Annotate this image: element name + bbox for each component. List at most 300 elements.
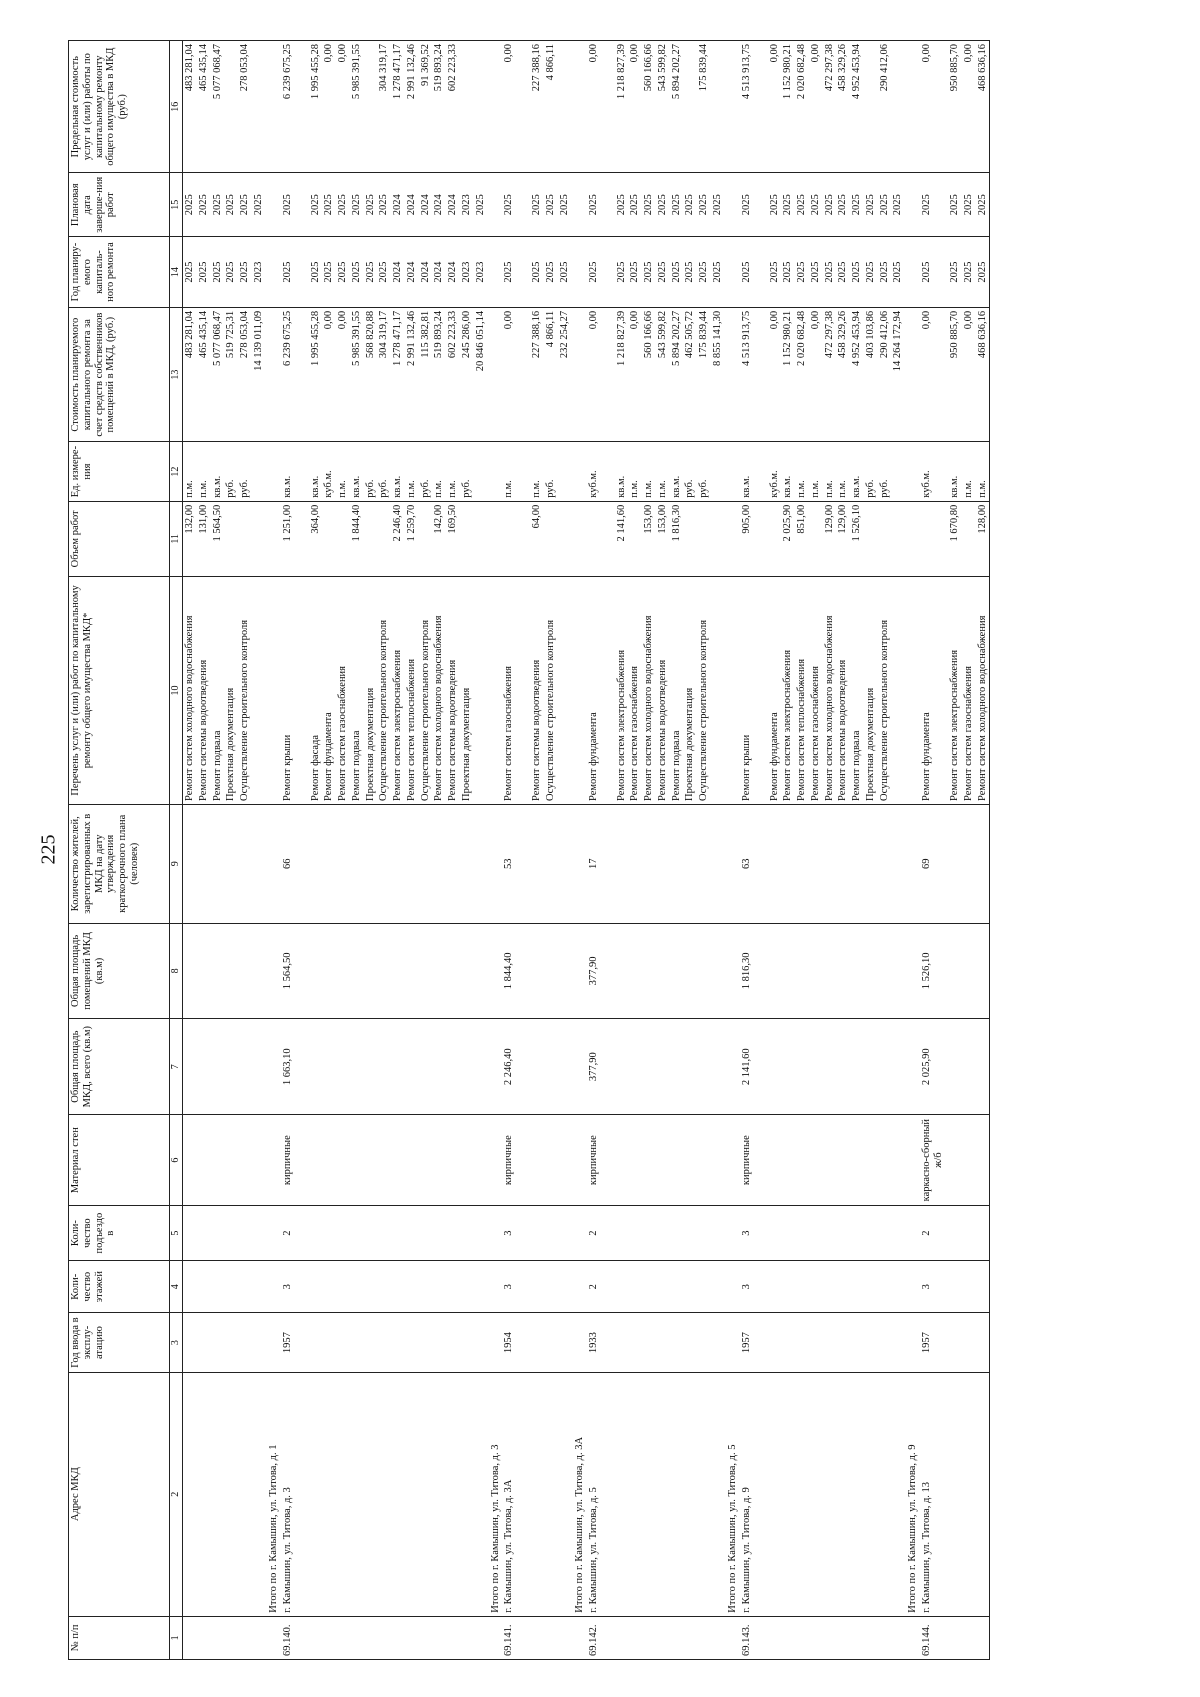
residents xyxy=(336,804,350,923)
residents xyxy=(252,804,281,923)
repair-year: 2023 xyxy=(252,237,281,308)
completion-year: 2025 xyxy=(474,173,503,237)
work-volume xyxy=(558,501,587,576)
table-row xyxy=(976,41,990,1660)
address: г. Камышин, ул. Титова, д. 3А xyxy=(502,1372,530,1616)
wall-material xyxy=(405,1115,419,1206)
address: г. Камышин, ул. Титова, д. 5 xyxy=(587,1372,615,1616)
floors xyxy=(891,1260,920,1312)
row-number xyxy=(962,1616,976,1659)
work-name: Ремонт системы водоотведения xyxy=(446,576,460,804)
premises-area xyxy=(405,923,419,1019)
year-built xyxy=(432,1313,446,1372)
entrances xyxy=(864,1206,878,1261)
entrances xyxy=(238,1206,252,1261)
year-built xyxy=(558,1313,587,1372)
work-name: Ремонт системы водоотведения xyxy=(656,576,670,804)
unit: руб. xyxy=(224,442,238,501)
row-number xyxy=(683,1616,697,1659)
entrances xyxy=(460,1206,474,1261)
max-cost xyxy=(460,41,474,173)
wall-material xyxy=(377,1115,391,1206)
table-row xyxy=(322,41,336,1660)
unit: руб. xyxy=(377,442,391,501)
table-row xyxy=(670,41,684,1660)
floors xyxy=(474,1260,503,1312)
total-row xyxy=(711,41,740,1660)
repair-year: 2025 xyxy=(377,237,391,308)
premises-area xyxy=(642,923,656,1019)
wall-material xyxy=(309,1115,323,1206)
cost: 1 278 471,17 xyxy=(391,307,405,442)
completion-year: 2025 xyxy=(309,173,323,237)
completion-year: 2025 xyxy=(768,173,782,237)
column-number: 7 xyxy=(170,1019,183,1115)
row-number xyxy=(670,1616,684,1659)
table-row xyxy=(836,41,850,1660)
residents xyxy=(350,804,364,923)
work-volume: 364,00 xyxy=(309,501,323,576)
floors xyxy=(405,1260,419,1312)
entrances: 2 xyxy=(587,1206,615,1261)
floors xyxy=(795,1260,809,1312)
total-area xyxy=(309,1019,323,1115)
cost: 0,00 xyxy=(502,307,530,442)
cost: 232 254,27 xyxy=(558,307,587,442)
address: г. Камышин, ул. Титова, д. 13 xyxy=(920,1372,948,1616)
residents: 63 xyxy=(740,804,768,923)
residents xyxy=(322,804,336,923)
max-cost: 4 513 913,75 xyxy=(740,41,768,173)
row-number xyxy=(183,1616,197,1659)
unit: кв.м. xyxy=(670,442,684,501)
completion-year: 2025 xyxy=(976,173,990,237)
floors xyxy=(364,1260,378,1312)
residents xyxy=(628,804,642,923)
floors xyxy=(711,1260,740,1312)
premises-area xyxy=(976,923,990,1019)
work-name: Ремонт фундамента xyxy=(322,576,336,804)
table-row xyxy=(948,41,962,1660)
entrances xyxy=(795,1206,809,1261)
wall-material xyxy=(322,1115,336,1206)
cost: 560 166,66 xyxy=(642,307,656,442)
total-area: 1 663,10 xyxy=(281,1019,309,1115)
column-header: Стоимость планируемого капитального ремонта за счет средств собственников помещений в МКД, (руб.) xyxy=(69,307,170,442)
wall-material xyxy=(962,1115,976,1206)
wall-material xyxy=(823,1115,837,1206)
premises-area xyxy=(211,923,225,1019)
floors xyxy=(211,1260,225,1312)
row-number xyxy=(405,1616,419,1659)
address xyxy=(864,1372,878,1616)
residents xyxy=(711,804,740,923)
entrances xyxy=(697,1206,711,1261)
total-area: 2 141,60 xyxy=(740,1019,768,1115)
column-header: Объем работ xyxy=(69,501,170,576)
table-row xyxy=(864,41,878,1660)
total-area xyxy=(350,1019,364,1115)
completion-year: 2025 xyxy=(878,173,892,237)
year-built: 1954 xyxy=(502,1313,530,1372)
row-number xyxy=(350,1616,364,1659)
cost: 227 388,16 xyxy=(530,307,544,442)
wall-material xyxy=(878,1115,892,1206)
repair-year: 2025 xyxy=(211,237,225,308)
work-volume xyxy=(322,501,336,576)
entrances xyxy=(768,1206,782,1261)
unit: руб. xyxy=(683,442,697,501)
floors: 3 xyxy=(502,1260,530,1312)
floors: 3 xyxy=(281,1260,309,1312)
work-volume: 132,00 xyxy=(183,501,197,576)
residents xyxy=(656,804,670,923)
total-area xyxy=(211,1019,225,1115)
floors xyxy=(656,1260,670,1312)
unit xyxy=(474,442,503,501)
entrances xyxy=(336,1206,350,1261)
cost: 0,00 xyxy=(336,307,350,442)
max-cost: 0,00 xyxy=(768,41,782,173)
entrances xyxy=(670,1206,684,1261)
address xyxy=(460,1372,474,1616)
completion-year: 2025 xyxy=(948,173,962,237)
floors xyxy=(377,1260,391,1312)
total-area xyxy=(628,1019,642,1115)
cost: 175 839,44 xyxy=(697,307,711,442)
floors xyxy=(768,1260,782,1312)
wall-material xyxy=(656,1115,670,1206)
repair-year: 2025 xyxy=(697,237,711,308)
year-built xyxy=(197,1313,211,1372)
wall-material xyxy=(391,1115,405,1206)
wall-material xyxy=(836,1115,850,1206)
residents xyxy=(809,804,823,923)
column-number: 8 xyxy=(170,923,183,1019)
address xyxy=(544,1372,558,1616)
unit: п.м. xyxy=(446,442,460,501)
total-row xyxy=(891,41,920,1660)
year-built xyxy=(615,1313,629,1372)
year-built xyxy=(377,1313,391,1372)
residents xyxy=(850,804,864,923)
address xyxy=(850,1372,864,1616)
wall-material xyxy=(711,1115,740,1206)
unit: кв.м. xyxy=(948,442,962,501)
address xyxy=(183,1372,197,1616)
table-row xyxy=(281,41,309,1660)
work-volume: 64,00 xyxy=(530,501,544,576)
year-built: 1957 xyxy=(920,1313,948,1372)
cost: 8 855 141,30 xyxy=(711,307,740,442)
year-built xyxy=(711,1313,740,1372)
total-area xyxy=(419,1019,433,1115)
year-built xyxy=(962,1313,976,1372)
row-number xyxy=(364,1616,378,1659)
max-cost: 278 053,04 xyxy=(238,41,252,173)
floors xyxy=(697,1260,711,1312)
entrances xyxy=(683,1206,697,1261)
row-number xyxy=(891,1616,920,1659)
completion-year: 2025 xyxy=(809,173,823,237)
entrances xyxy=(446,1206,460,1261)
max-cost xyxy=(364,41,378,173)
total-area xyxy=(432,1019,446,1115)
premises-area xyxy=(768,923,782,1019)
row-number xyxy=(460,1616,474,1659)
repair-year: 2025 xyxy=(962,237,976,308)
premises-area xyxy=(850,923,864,1019)
repair-year: 2025 xyxy=(809,237,823,308)
work-name: Ремонт системы водоотведения xyxy=(836,576,850,804)
max-cost: 5 077 068,47 xyxy=(211,41,225,173)
work-volume xyxy=(544,501,558,576)
row-number xyxy=(781,1616,795,1659)
max-cost: 483 281,04 xyxy=(183,41,197,173)
premises-area xyxy=(781,923,795,1019)
unit: п.м. xyxy=(530,442,544,501)
year-built xyxy=(836,1313,850,1372)
residents xyxy=(670,804,684,923)
table-row xyxy=(336,41,350,1660)
entrances xyxy=(364,1206,378,1261)
floors xyxy=(224,1260,238,1312)
entrances xyxy=(976,1206,990,1261)
completion-year: 2025 xyxy=(350,173,364,237)
unit: кв.м. xyxy=(391,442,405,501)
column-header: Коли-чество подъездо в xyxy=(69,1206,170,1261)
wall-material xyxy=(460,1115,474,1206)
residents xyxy=(364,804,378,923)
cost: 1 152 980,21 xyxy=(781,307,795,442)
work-name: Ремонт систем газоснабжения xyxy=(336,576,350,804)
total-area xyxy=(364,1019,378,1115)
cost: 1 995 455,28 xyxy=(309,307,323,442)
work-volume xyxy=(962,501,976,576)
completion-year: 2025 xyxy=(238,173,252,237)
work-volume xyxy=(683,501,697,576)
wall-material xyxy=(350,1115,364,1206)
floors: 2 xyxy=(587,1260,615,1312)
completion-year: 2025 xyxy=(795,173,809,237)
wall-material xyxy=(768,1115,782,1206)
entrances xyxy=(615,1206,629,1261)
wall-material xyxy=(795,1115,809,1206)
table-row xyxy=(544,41,558,1660)
residents xyxy=(948,804,962,923)
unit: кв.м. xyxy=(781,442,795,501)
repair-year: 2025 xyxy=(836,237,850,308)
wall-material xyxy=(781,1115,795,1206)
year-built xyxy=(474,1313,503,1372)
cost: 115 382,81 xyxy=(419,307,433,442)
year-built xyxy=(683,1313,697,1372)
residents: 17 xyxy=(587,804,615,923)
repair-year: 2025 xyxy=(197,237,211,308)
max-cost: 0,00 xyxy=(920,41,948,173)
unit: руб. xyxy=(864,442,878,501)
table-row xyxy=(211,41,225,1660)
completion-year: 2025 xyxy=(920,173,948,237)
row-number xyxy=(864,1616,878,1659)
year-built xyxy=(364,1313,378,1372)
total-area xyxy=(474,1019,503,1115)
cost: 4 513 913,75 xyxy=(740,307,768,442)
table-row xyxy=(795,41,809,1660)
row-number xyxy=(474,1616,503,1659)
unit: руб. xyxy=(697,442,711,501)
repair-year: 2024 xyxy=(419,237,433,308)
address xyxy=(405,1372,419,1616)
year-built xyxy=(336,1313,350,1372)
repair-year: 2025 xyxy=(587,237,615,308)
total-area xyxy=(336,1019,350,1115)
wall-material xyxy=(976,1115,990,1206)
unit: п.м. xyxy=(795,442,809,501)
cost: 245 286,00 xyxy=(460,307,474,442)
premises-area xyxy=(878,923,892,1019)
repair-year: 2025 xyxy=(656,237,670,308)
work-name: Ремонт систем холодного водоснабжения xyxy=(642,576,656,804)
table-row xyxy=(432,41,446,1660)
premises-area xyxy=(558,923,587,1019)
residents xyxy=(183,804,197,923)
table-row xyxy=(530,41,544,1660)
cost: 4 866,11 xyxy=(544,307,558,442)
work-volume xyxy=(768,501,782,576)
wall-material xyxy=(615,1115,629,1206)
address xyxy=(628,1372,642,1616)
residents xyxy=(309,804,323,923)
entrances xyxy=(309,1206,323,1261)
work-volume xyxy=(878,501,892,576)
year-built xyxy=(823,1313,837,1372)
work-name: Ремонт систем электроснабжения xyxy=(615,576,629,804)
completion-year: 2025 xyxy=(377,173,391,237)
total-area xyxy=(878,1019,892,1115)
wall-material xyxy=(683,1115,697,1206)
column-number: 2 xyxy=(170,1372,183,1616)
year-built xyxy=(322,1313,336,1372)
table-body xyxy=(183,41,990,1660)
total-area xyxy=(891,1019,920,1115)
repair-year: 2025 xyxy=(948,237,962,308)
total-area xyxy=(197,1019,211,1115)
max-cost: 472 297,38 xyxy=(823,41,837,173)
premises-area xyxy=(809,923,823,1019)
repair-year: 2025 xyxy=(850,237,864,308)
wall-material xyxy=(211,1115,225,1206)
year-built xyxy=(350,1313,364,1372)
total-area xyxy=(976,1019,990,1115)
row-number xyxy=(391,1616,405,1659)
address: Итого по г. Камышин, ул. Титова, д. 5 xyxy=(711,1372,740,1616)
total-area xyxy=(224,1019,238,1115)
cost: 5 894 202,27 xyxy=(670,307,684,442)
unit: кв.м. xyxy=(281,442,309,501)
work-volume xyxy=(891,501,920,576)
completion-year: 2025 xyxy=(642,173,656,237)
unit xyxy=(252,442,281,501)
premises-area xyxy=(823,923,837,1019)
capital-repair-table xyxy=(68,40,990,1660)
repair-year: 2025 xyxy=(768,237,782,308)
address xyxy=(530,1372,544,1616)
total-area xyxy=(405,1019,419,1115)
work-name xyxy=(891,576,920,804)
year-built xyxy=(183,1313,197,1372)
row-number xyxy=(656,1616,670,1659)
max-cost: 2 991 132,46 xyxy=(405,41,419,173)
table-row xyxy=(391,41,405,1660)
work-name: Ремонт подвала xyxy=(850,576,864,804)
max-cost xyxy=(891,41,920,173)
address xyxy=(795,1372,809,1616)
table-row xyxy=(823,41,837,1660)
unit: п.м. xyxy=(976,442,990,501)
work-volume: 153,00 xyxy=(656,501,670,576)
table-row xyxy=(183,41,197,1660)
work-volume xyxy=(628,501,642,576)
table-row xyxy=(309,41,323,1660)
work-name: Ремонт систем теплоснабжения xyxy=(795,576,809,804)
floors xyxy=(683,1260,697,1312)
completion-year: 2024 xyxy=(446,173,460,237)
premises-area xyxy=(962,923,976,1019)
row-number xyxy=(823,1616,837,1659)
max-cost: 543 599,82 xyxy=(656,41,670,173)
row-number xyxy=(336,1616,350,1659)
work-volume: 2 025,90 xyxy=(781,501,795,576)
work-name: Ремонт фундамента xyxy=(587,576,615,804)
column-number: 4 xyxy=(170,1260,183,1312)
residents xyxy=(391,804,405,923)
total-area xyxy=(238,1019,252,1115)
cost: 0,00 xyxy=(587,307,615,442)
wall-material xyxy=(850,1115,864,1206)
max-cost: 0,00 xyxy=(809,41,823,173)
work-volume xyxy=(224,501,238,576)
floors xyxy=(309,1260,323,1312)
work-volume: 2 141,60 xyxy=(615,501,629,576)
wall-material xyxy=(697,1115,711,1206)
work-volume xyxy=(864,501,878,576)
year-built xyxy=(795,1313,809,1372)
row-number: 69.143. xyxy=(740,1616,768,1659)
floors xyxy=(391,1260,405,1312)
max-cost: 4 866,11 xyxy=(544,41,558,173)
year-built xyxy=(976,1313,990,1372)
total-area xyxy=(809,1019,823,1115)
table-row xyxy=(350,41,364,1660)
unit: руб. xyxy=(364,442,378,501)
row-number xyxy=(615,1616,629,1659)
year-built xyxy=(697,1313,711,1372)
work-volume: 905,00 xyxy=(740,501,768,576)
work-volume xyxy=(377,501,391,576)
premises-area xyxy=(670,923,684,1019)
total-area xyxy=(377,1019,391,1115)
entrances xyxy=(781,1206,795,1261)
max-cost: 5 894 202,27 xyxy=(670,41,684,173)
residents xyxy=(864,804,878,923)
unit: куб.м. xyxy=(920,442,948,501)
max-cost: 560 166,66 xyxy=(642,41,656,173)
entrances xyxy=(322,1206,336,1261)
table-row xyxy=(587,41,615,1660)
floors xyxy=(670,1260,684,1312)
wall-material xyxy=(864,1115,878,1206)
